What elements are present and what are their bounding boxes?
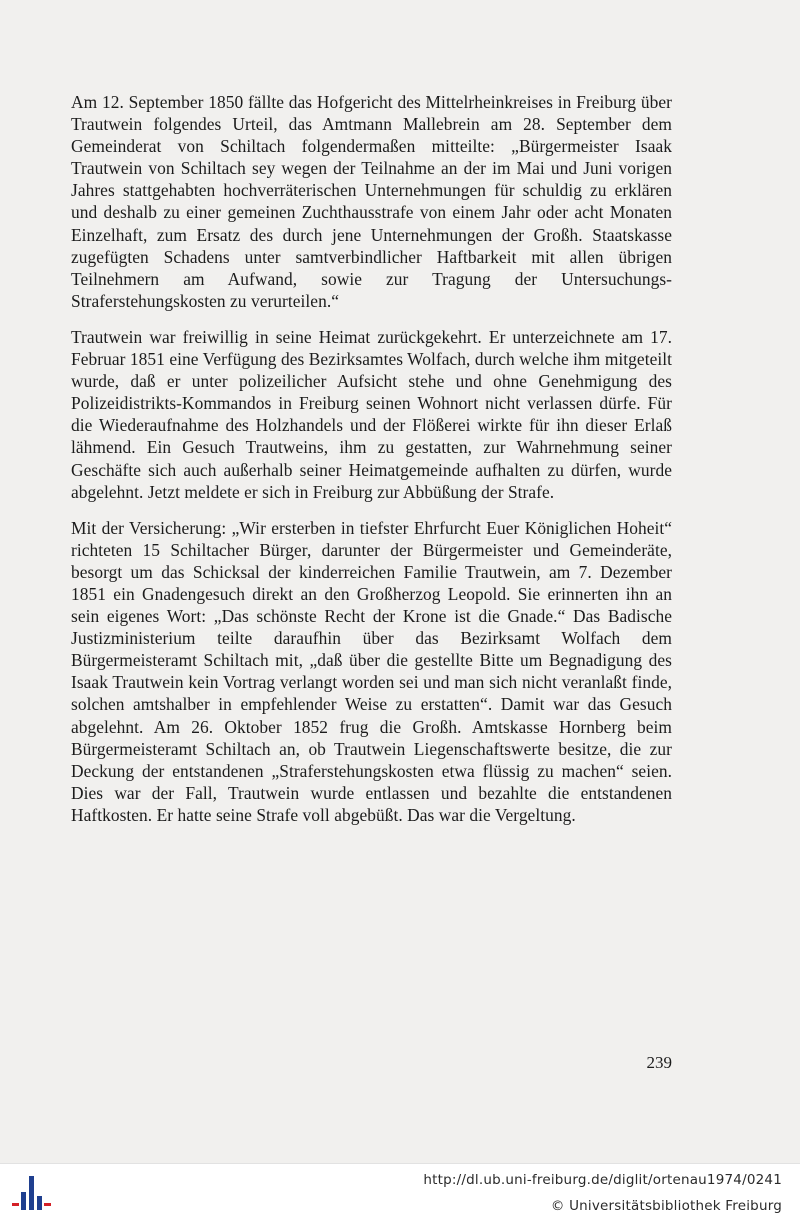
ub-freiburg-logo-icon xyxy=(10,1172,52,1214)
source-url-link[interactable]: http://dl.ub.uni-freiburg.de/diglit/ortenau1974/0241 xyxy=(423,1172,782,1188)
paragraph-2: Trautwein war freiwillig in seine Heimat zurückgekehrt. Er unterzeichnete am 17. Februar 1851 eine Verfügung des Bezirksamtes Wolfach, durch welche ihm mitgeteilt wurde, daß er unter polizeilicher Aufsicht stehe und ohne Genehmigung des Polizeidistrikts-Kommandos in Freiburg seinen Wohnort nicht verlassen dürfe. Für die Wiederaufnahme des Holzhandels und der Flößerei wirkte für ihn dieser Erlaß lähmend. Ein Gesuch Trautweins, ihm zu gestatten, zur Wahrnehmung seiner Geschäfte sich auch außerhalb seiner Heimatgemeinde aufhalten zu dürfen, wurde abgelehnt. Jetzt meldete er sich in Freiburg zur Abbüßung der Strafe. xyxy=(71,326,672,502)
paragraph-3: Mit der Versicherung: „Wir ersterben in tiefster Ehrfurcht Euer Königlichen Hoheit“ richteten 15 Schiltacher Bürger, darunter der Bürgermeister und Gemeinderäte, besorgt um das Schicksal der kinderreichen Familie Trautwein, am 7. Dezember 1851 ein Gnadengesuch direkt an den Großherzog Leopold. Sie erinnerten ihn an sein eigenes Wort: „Das schönste Recht der Krone ist die Gnade.“ Das Badische Justizministerium teilte daraufhin über das Bezirksamt Wolfach dem Bürgermeisteramt Schiltach mit, „daß über die gestellte Bitte um Begnadigung des Isaak Trautwein kein Vortrag verlangt worden sei und man sich nicht veranlaßt finde, solchen amtshalber in empfehlender Weise zu erstatten“. Damit war das Gesuch abgelehnt. Am 26. Oktober 1852 frug die Großh. Amtskasse Hornberg beim Bürgermeisteramt Schiltach an, ob Trautwein Liegenschaftswerte besitze, die zur Deckung der entstandenen „Straferstehungskosten etwa flüssig zu machen“ seien. Dies war der Fall, Trautwein wurde entlassen und bezahlte die entstandenen Haftkosten. Er hatte seine Strafe voll abgebüßt. Das war die Vergeltung. xyxy=(71,517,672,825)
copyright-notice: © Universitätsbibliothek Freiburg xyxy=(550,1198,782,1214)
footer-bar xyxy=(0,1163,800,1221)
page-number: 239 xyxy=(646,1053,672,1072)
paragraph-1: Am 12. September 1850 fällte das Hofgericht des Mittelrheinkreises in Freiburg über Trautwein folgendes Urteil, das Amtmann Mallebrein am 28. September dem Gemeinderat von Schiltach folgendermaßen mitteilte: „Bürgermeister Isaak Trautwein von Schiltach sey wegen der Teilnahme an der im Mai und Juni vorigen Jahres stattgehabten hochverräterischen Unternehmungen für schuldig zu erklären und deshalb zu einer gemeinen Zuchthausstrafe von einem Jahr oder acht Monaten Einzelhaft, zum Ersatz des durch jene Unternehmungen der Großh. Staatskasse zugefügten Schadens unter samtverbindlicher Haftbarkeit mit allen übrigen Teilnehmern am Aufwand, sowie zur Tragung der Untersuchungs-Straferstehungskosten zu verurteilen.“ xyxy=(71,92,672,311)
body-text xyxy=(71,91,672,840)
